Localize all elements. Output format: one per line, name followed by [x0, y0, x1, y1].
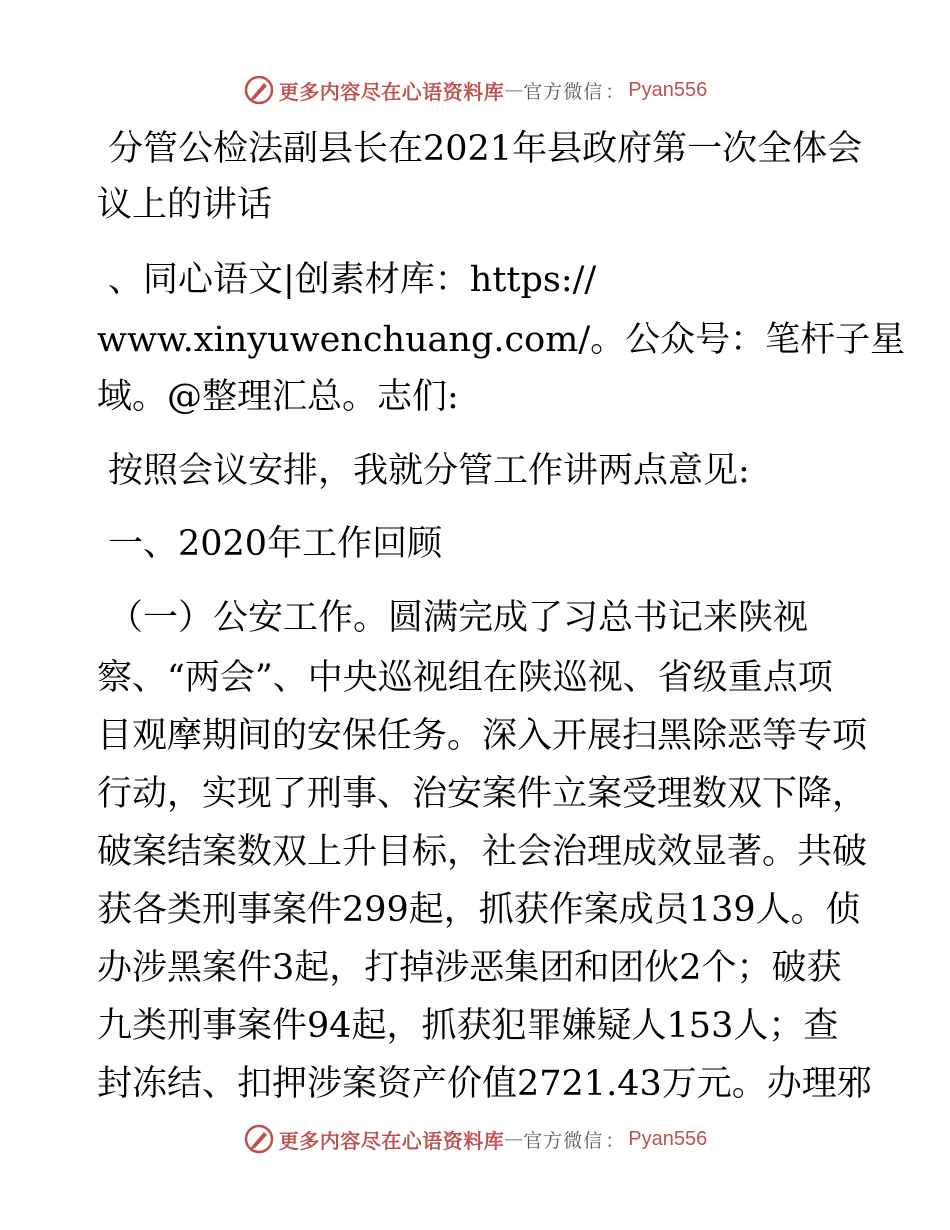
banner-wechat-label: 官方微信 [523, 1129, 604, 1152]
section-heading: 一、2020年工作回顾 [108, 524, 443, 564]
opening-line: 按照会议安排，我就分管工作讲两点意见: [108, 451, 750, 491]
intro-line-1: 、同心语文|创素材库：https:// [108, 260, 597, 300]
banner-dash: — [504, 79, 524, 101]
paragraph-line: 获各类刑事案件299起，抓获作案成员139人。侦 [97, 890, 861, 930]
intro-line-3: 域。@整理汇总。志们: [97, 377, 459, 417]
paragraph-line: 九类刑事案件94起，抓获犯罪嫌疑人153人；查 [97, 1006, 839, 1046]
banner-wechat-id: Pyan556 [628, 1127, 708, 1150]
paragraph-line: （一）公安工作。圆满完成了习总书记来陕视 [108, 598, 809, 638]
paragraph-line: 察、“两会”、中央巡视组在陕巡视、省级重点项 [97, 658, 833, 698]
intro-line-2: www.xinyuwenchuang.com/。公众号：笔杆子星 [97, 320, 906, 360]
pen-logo-icon [243, 1123, 275, 1155]
banner-colon: ： [605, 1129, 625, 1152]
header-banner [0, 70, 950, 110]
title-line-2: 议上的讲话 [97, 185, 273, 225]
pen-logo-icon [243, 74, 275, 106]
banner-site-text: 更多内容尽在心语资料库 [278, 79, 505, 104]
paragraph-line: 破案结案数双上升目标，社会治理成效显著。共破 [97, 832, 868, 872]
banner-dash: — [504, 1128, 524, 1150]
paragraph-line: 行动，实现了刑事、治安案件立案受理数双下降， [97, 774, 868, 814]
paragraph-line: 办涉黑案件3起，打掉涉恶集团和团伙2个；破获 [97, 948, 842, 988]
banner-site-text: 更多内容尽在心语资料库 [278, 1128, 505, 1153]
title-line-1: 分管公检法副县长在2021年县政府第一次全体会 [108, 129, 863, 169]
banner-wechat-label: 官方微信 [523, 80, 604, 103]
banner-colon: ： [605, 80, 625, 103]
banner-wechat-id: Pyan556 [628, 78, 708, 101]
paragraph-line: 目观摩期间的安保任务。深入开展扫黑除恶等专项 [97, 716, 868, 756]
footer-banner [0, 1119, 950, 1159]
paragraph-line: 封冻结、扣押涉案资产价值2721.43万元。办理邪 [97, 1064, 872, 1104]
